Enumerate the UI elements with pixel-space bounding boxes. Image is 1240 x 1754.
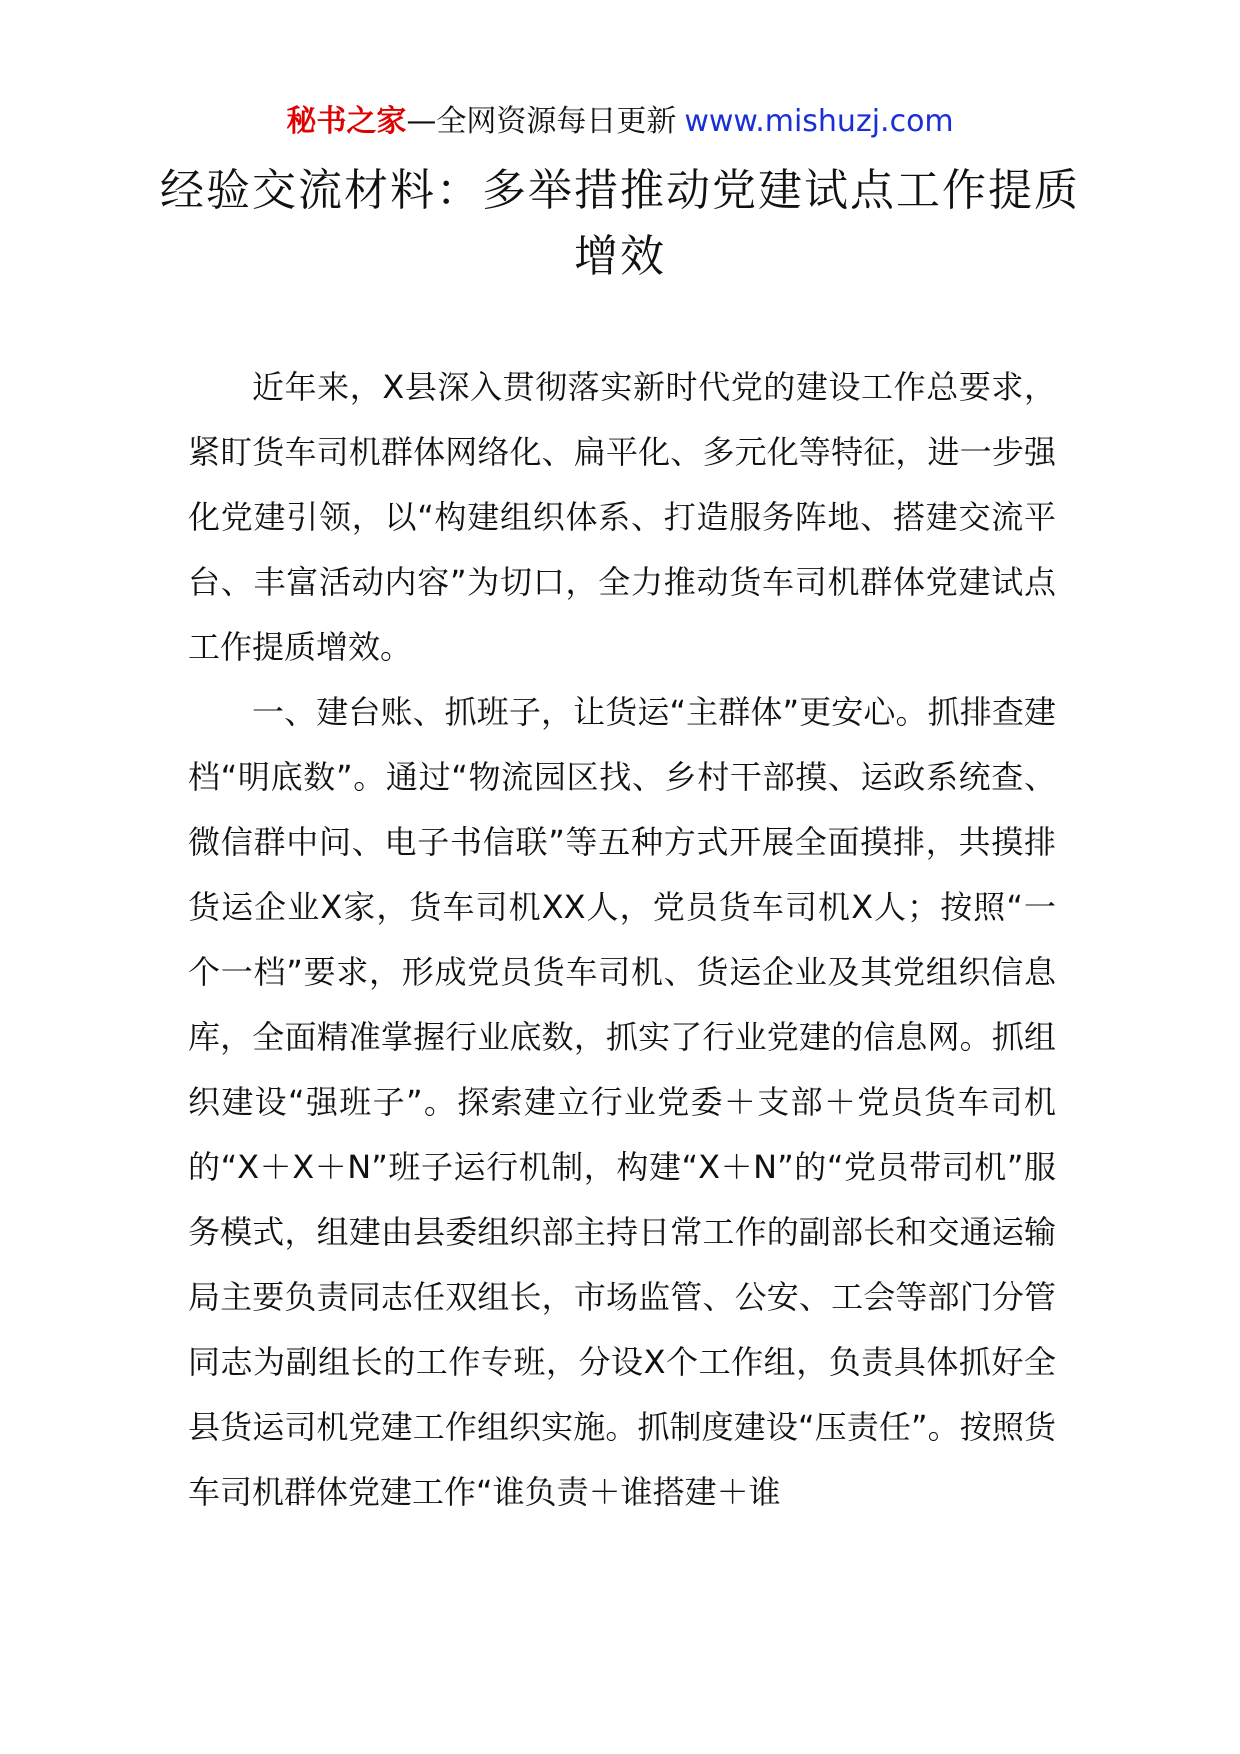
paragraph-intro: 近年来，X县深入贯彻落实新时代党的建设工作总要求，紧盯货车司机群体网络化、扁平化、多元化等特征，进一步强化党建引领，以“构建组织体系、打造服务阵地、搭建交流平台、丰富活动内容”为切口，全力推动货车司机群体党建试点工作提质增效。 bbox=[188, 368, 1056, 666]
header-tagline: —全网资源每日更新 bbox=[406, 104, 677, 139]
document-body bbox=[188, 355, 1056, 1525]
document-title: 经验交流材料：多举措推动党建试点工作提质增效 bbox=[160, 165, 1080, 282]
site-url-link[interactable]: www.mishuzj.com bbox=[684, 104, 954, 139]
paragraph-section-one: 一、建台账、抓班子，让货运“主群体”更安心。抓排查建档“明底数”。通过“物流园区找、乡村干部摸、运政系统查、微信群中问、电子书信联”等五种方式开展全面摸排，共摸排货运企业X家，货车司机XX人，党员货车司机X人；按照“一个一档”要求，形成党员货车司机、货运企业及其党组织信息库，全面精准掌握行业底数，抓实了行业党建的信息网。抓组织建设“强班子”。探索建立行业党委＋支部＋党员货车司机的“X＋X＋N”班子运行机制，构建“X＋N”的“党员带司机”服务模式，组建由县委组织部主持日常工作的副部长和交通运输局主要负责同志任双组长，市场监管、公安、工会等部门分管同志为副组长的工作专班，分设X个工作组，负责具体抓好全县货运司机党建工作组织实施。抓制度建设“压责任”。按照货车司机群体党建工作“谁负责＋谁搭建＋谁 bbox=[188, 693, 1056, 1511]
site-header bbox=[0, 100, 1240, 144]
brand-name: 秘书之家 bbox=[286, 104, 407, 139]
